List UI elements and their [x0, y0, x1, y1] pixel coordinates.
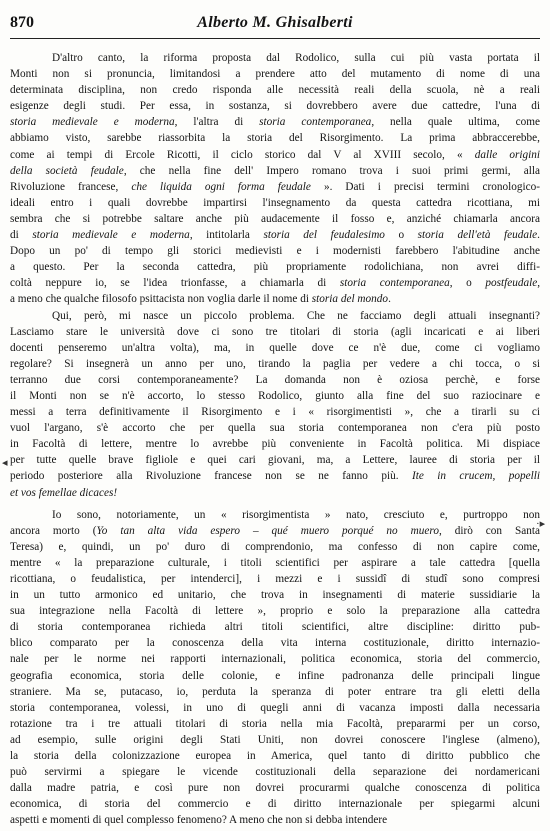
text-line: in un tutto armonico ed unitario, che trova in insegnamenti di materie sussidiarie la: [10, 589, 540, 602]
text-line: ideali entro i quali dovrebbe impartirsi l'insegnamento da questa cattedra ricottiana, mi: [10, 196, 540, 209]
text-line: ricottiana, o feudalistica, per intenderci], i mezzi e i sussidî di studî sono compresi: [10, 573, 540, 585]
running-header: [10, 14, 540, 40]
text-line: per tutte quelle brave figliole e quei cari giovani, ma, a Lettere, lauree di storia per il: [10, 454, 540, 467]
text-line: docenti penseremo un'altra volta), ma, in quelle dove ce n'è due, come ci vogliamo: [10, 341, 540, 354]
text-line: storia contemporanea, volessi, in uno di quegli anni di vacanza imposti dalla necessaria: [10, 701, 540, 714]
text-line: esigenze degli studi. Per essa, in sostanza, si dovrebbero avere due cattedre, l'una di: [10, 100, 540, 113]
text-line: Lasciamo stare le università dove ci sono tre titolari di storia (agli incaricati e ai liberi: [10, 325, 540, 338]
text-line: nale per le norme nei rapporti internazionali, politica economica, storia del commercio,: [10, 653, 540, 666]
text-line: a questo. Per la seconda cattedra, più propriamente rodolichiana, non avrei diffi-: [10, 261, 540, 274]
text-line: in Facoltà di lettere, mentre lo avrebbe più conveniente in Facoltà politica. Mi dispiace: [10, 438, 540, 451]
text-line: economica, di storia del commercio e di diritto internazionale per spiegarmi alcuni: [10, 798, 540, 811]
page-number: 870: [10, 14, 34, 31]
text-line: abbiamo visto, sarebbe riassorbita la storia del Risorgimento. La prima abbraccerebbe,: [10, 132, 540, 145]
text-line: storia medievale e moderna, l'altra di storia contemporanea, nella quale ultima, come: [10, 116, 540, 129]
text-line: vuol l'argano, s'è accorto che per quella sua storia contemporanea non c'era più posto: [10, 422, 540, 435]
text-line: Rivoluzione francese, che liquida ogni forma feudale ». Dati i precisi termini cronologico-: [10, 180, 540, 193]
text-line: a meno che qualche filosofo psittacista non voglia darle il nome di storia del mondo.: [10, 293, 391, 306]
text-line: coltà neppure io, se l'idea trionfasse, a chiamarla di storia contemporanea, o postfeudale,: [10, 277, 541, 290]
text-line: dalla madre patria, e così pure non dovrei procurarmi qualche conoscenza di politica: [10, 782, 540, 795]
text-line: blico comparato per la conoscenza della vita interna costituzionale, diritto internazio-: [10, 637, 540, 650]
text-line: sembra che si potrebbe saltare anche più audacemente il fosso e, anziché chiamarla ancora: [10, 212, 540, 225]
text-line: della società feudale, che nella fine dell' Impero romano trova i suoi primi germi, alla: [10, 164, 540, 177]
header-rule: [10, 38, 540, 39]
margin-mark-right: ·▸: [536, 518, 546, 530]
paragraph: [10, 507, 540, 829]
text-line: ancora morto (Yo tan alta vida espero – qué muero porqué no muero, dirò con Santa: [10, 524, 541, 537]
text-line: D'altro canto, la riforma proposta dal Rodolico, sulla cui più vasta portata il: [52, 52, 540, 64]
text-line: di storia medievale e moderna, intitolarla storia del feudalesimo o storia dell'età feudale.: [10, 229, 540, 242]
text-line: terranno due corsi contemporaneamente? La domanda non è oziosa perchè, e forse: [10, 373, 540, 386]
text-line: Monti non si pronuncia, limitandosi a prendere atto del mutamento di nome di una: [10, 68, 540, 81]
paragraph: [10, 50, 540, 308]
text-line: straniere. Ma se, putacaso, io, perduta la speranza di poter entrare tra gli eletti della: [10, 685, 540, 698]
text-line: ad esempio, sulle origini degli Stati Uniti, non dovrei conoscere l'inglese (almeno),: [10, 733, 540, 746]
text-line: come ai tempi di Ercole Ricotti, il ciclo storico dal V al XVIII secolo, « dalle origini: [10, 148, 540, 161]
text-line: Dopo un po' di tempo gli storici medievisti e i modernisti farebbero l'abitudine anche: [10, 245, 540, 258]
text-line: sua integrazione nella Facoltà di lettere », proprio e solo la preparazione alla cattedra: [10, 605, 540, 618]
text-line: determinata disciplina, non credo risponda alle necessità reali della scuola, nè a reali: [10, 84, 540, 97]
text-line: aspetti e momenti di quel complesso fenomeno? A meno che non si debba intendere: [10, 814, 388, 827]
text-line: geografia economica, storia delle colonie, e infine padronanza delle principali lingue: [10, 669, 540, 682]
running-title: Alberto M. Ghisalberti: [197, 14, 353, 31]
text-line: di storia contemporanea richieda altri titoli scientifici, altre discipline: diritto pub-: [10, 621, 540, 634]
text-line: regolare? Si insegnerà un anno per uno, tirando la paglia per vedere a chi tocca, o si: [10, 357, 540, 370]
text-line: rotazione tra i tre attuali titolari di storia nella mia Facoltà, prepararmi per un corso,: [10, 717, 540, 730]
text-line: Qui, però, mi nasce un piccolo problema. Che ne facciamo degli attuali insegnanti?: [52, 309, 540, 322]
text-line: et vos femellae dicaces!: [10, 486, 118, 499]
paragraph: [10, 308, 540, 501]
text-line: messi a terra definitivamente il Risorgimento e i « risorgimentisti », che a tirarli su ci: [10, 406, 540, 419]
text-line: può servirmi a spiegare le vicende costituzionali della separazione dei nordamericani: [10, 766, 540, 779]
text-line: periodo posteriore alla Rivoluzione francese non se ne fanno più. Ite in crucem, popelli: [10, 470, 541, 483]
margin-mark-left: ◂: [2, 457, 8, 469]
text-line: mentre « la preparazione culturale, i titoli scientifici per aspirare a tale cattedra [quella: [10, 556, 540, 569]
text-line: Io sono, notoriamente, un « risorgimentista » nato, cresciuto e, purtroppo non: [52, 508, 540, 521]
text-line: Teresa) e, quindi, un po' duro di comprendonio, ma confesso di non capire come,: [10, 540, 540, 553]
text-line: il Monti non se n'è accorto, lo stesso Rodolico, giunto alla fine del suo raziocinare e: [10, 389, 540, 402]
text-line: la storia della colonizzazione europea in America, quel tanto di diritto pubblico che: [10, 750, 540, 763]
body-text: [10, 50, 540, 829]
